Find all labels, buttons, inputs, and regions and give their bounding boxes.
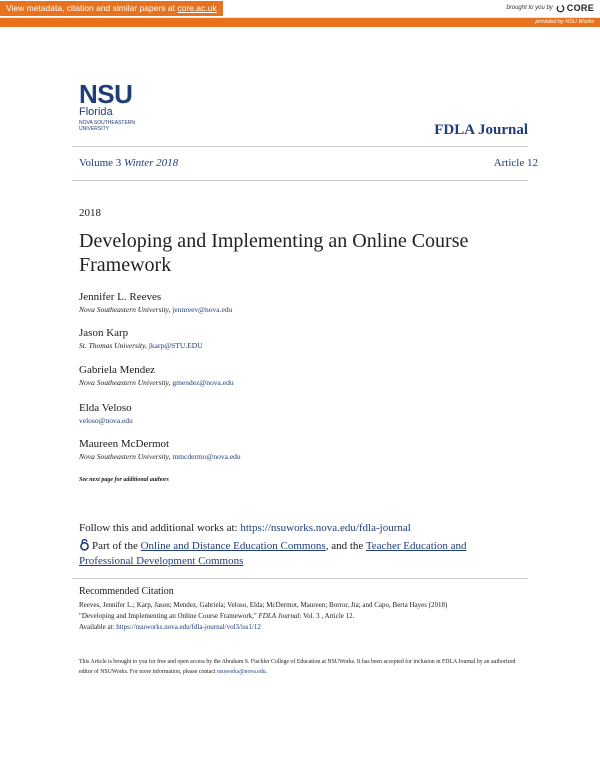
citation-title-line bbox=[79, 611, 524, 622]
core-logo-text: CORE bbox=[566, 3, 594, 13]
author-name: Jason Karp bbox=[79, 327, 129, 339]
author-affiliation-name: Nova Southeastern University bbox=[79, 305, 169, 314]
author-entry bbox=[79, 437, 241, 462]
volume-number: Volume 3 bbox=[79, 157, 122, 169]
volume-info[interactable] bbox=[79, 157, 178, 169]
author-email-link[interactable]: gmendez@nova.edu bbox=[172, 378, 234, 387]
author-entry bbox=[79, 363, 234, 388]
access-footer bbox=[79, 658, 524, 677]
open-access-icon bbox=[79, 539, 90, 551]
core-link[interactable]: core.ac.uk bbox=[177, 3, 217, 13]
citation-vol: : Vol. 3 , Article 12. bbox=[299, 612, 355, 620]
author-affiliation: Nova Southeastern University, mmcdermo@nova.edu bbox=[79, 452, 241, 461]
citation-rule bbox=[72, 578, 528, 579]
nsu-logo bbox=[79, 79, 159, 132]
recommended-citation-heading: Recommended Citation bbox=[79, 586, 174, 597]
author-affiliation-name: St. Thomas University bbox=[79, 341, 146, 350]
see-next-note[interactable]: See next page for additional authors bbox=[79, 477, 169, 483]
author-affiliation bbox=[79, 415, 133, 426]
core-brought-text: brought to you by bbox=[506, 5, 553, 11]
author-entry bbox=[79, 401, 133, 426]
citation-available-line bbox=[79, 622, 524, 633]
author-affiliation-name: Nova Southeastern University bbox=[79, 378, 169, 387]
follow-line bbox=[79, 522, 411, 534]
author-affiliation: St. Thomas University, jkarp@STU.EDU bbox=[79, 341, 203, 350]
author-email-link[interactable]: veloso@nova.edu bbox=[79, 416, 133, 425]
commons-link-teacher-education[interactable]: Teacher Education and Professional Development Commons bbox=[79, 540, 467, 567]
part-of-middle: , and the bbox=[325, 540, 366, 552]
citation-authors: Reeves, Jennifer L.; Karp, Jason; Mendez, Gabriela; Veloso, Elda; McDermot, Maureen; Borror, Jia; and Capo, Berta Hayes (2018) bbox=[79, 601, 448, 609]
core-logo-icon bbox=[556, 4, 565, 13]
core-logo[interactable] bbox=[556, 3, 594, 13]
author-email-link[interactable]: mmcdermo@nova.edu bbox=[172, 452, 241, 461]
citation-journal: FDLA Journal bbox=[258, 612, 300, 620]
author-name: Gabriela Mendez bbox=[79, 364, 156, 376]
header-rule-top bbox=[72, 146, 528, 147]
article-number[interactable]: Article 12 bbox=[493, 157, 538, 169]
core-provided-strip bbox=[0, 18, 600, 27]
author-name: Maureen McDermot bbox=[79, 438, 170, 450]
author-email-link[interactable]: jkarp@STU.EDU bbox=[148, 341, 203, 350]
author-name: Elda Veloso bbox=[79, 402, 132, 414]
citation-available-label: Available at: bbox=[79, 623, 117, 631]
core-brought-by bbox=[506, 3, 594, 13]
logo-florida-text: Florida bbox=[79, 106, 113, 118]
core-metadata-link-box bbox=[0, 1, 223, 16]
part-of-line bbox=[79, 539, 509, 568]
header-rule-bottom bbox=[72, 180, 528, 181]
author-entry bbox=[79, 326, 203, 351]
journal-title[interactable]: FDLA Journal bbox=[434, 122, 528, 138]
publication-year: 2018 bbox=[79, 207, 101, 219]
paper-title: Developing and Implementing an Online Course Framework bbox=[79, 230, 469, 276]
footer-end: . bbox=[265, 668, 268, 675]
footer-text: This Article is brought to you for free and open access by the Abraham S. Fischler College of Education at NSUWorks. It has been accepted for inclusion in FDLA Journal by an authorized editor of NSUWorks. For more information, please contact bbox=[79, 659, 516, 675]
core-provided-text: provided by NSU Works bbox=[535, 19, 594, 25]
author-affiliation: Nova Southeastern University, jennreev@nova.edu bbox=[79, 305, 233, 314]
author-entry bbox=[79, 290, 232, 315]
author-affiliation: Nova Southeastern University, gmendez@nova.edu bbox=[79, 378, 234, 387]
follow-url-link[interactable]: https://nsuworks.nova.edu/fdla-journal bbox=[240, 522, 411, 534]
follow-text: Follow this and additional works at: bbox=[79, 522, 241, 534]
core-link-prefix: View metadata, citation and similar papers at bbox=[6, 3, 178, 13]
logo-nsu-text: NSU bbox=[79, 79, 133, 109]
commons-link-online-distance[interactable]: Online and Distance Education Commons bbox=[140, 540, 326, 552]
part-of-prefix: Part of the bbox=[92, 540, 141, 552]
citation-quote: "Developing and Implementing an Online Course Framework," bbox=[79, 612, 259, 620]
volume-season: Winter 2018 bbox=[124, 157, 179, 169]
author-name: Jennifer L. Reeves bbox=[79, 291, 162, 303]
core-top-strip bbox=[0, 0, 600, 18]
citation-url-link[interactable]: https://nsuworks.nova.edu/fdla-journal/vol3/iss1/12 bbox=[116, 623, 261, 631]
footer-email-link[interactable]: nsuworks@nova.edu bbox=[216, 668, 266, 675]
author-email-link[interactable]: jennreev@nova.edu bbox=[172, 305, 233, 314]
core-banner bbox=[0, 0, 600, 27]
recommended-citation-body bbox=[79, 600, 524, 633]
author-affiliation-name: Nova Southeastern University bbox=[79, 452, 169, 461]
logo-subtitle: NOVA SOUTHEASTERN UNIVERSITY bbox=[79, 120, 136, 132]
